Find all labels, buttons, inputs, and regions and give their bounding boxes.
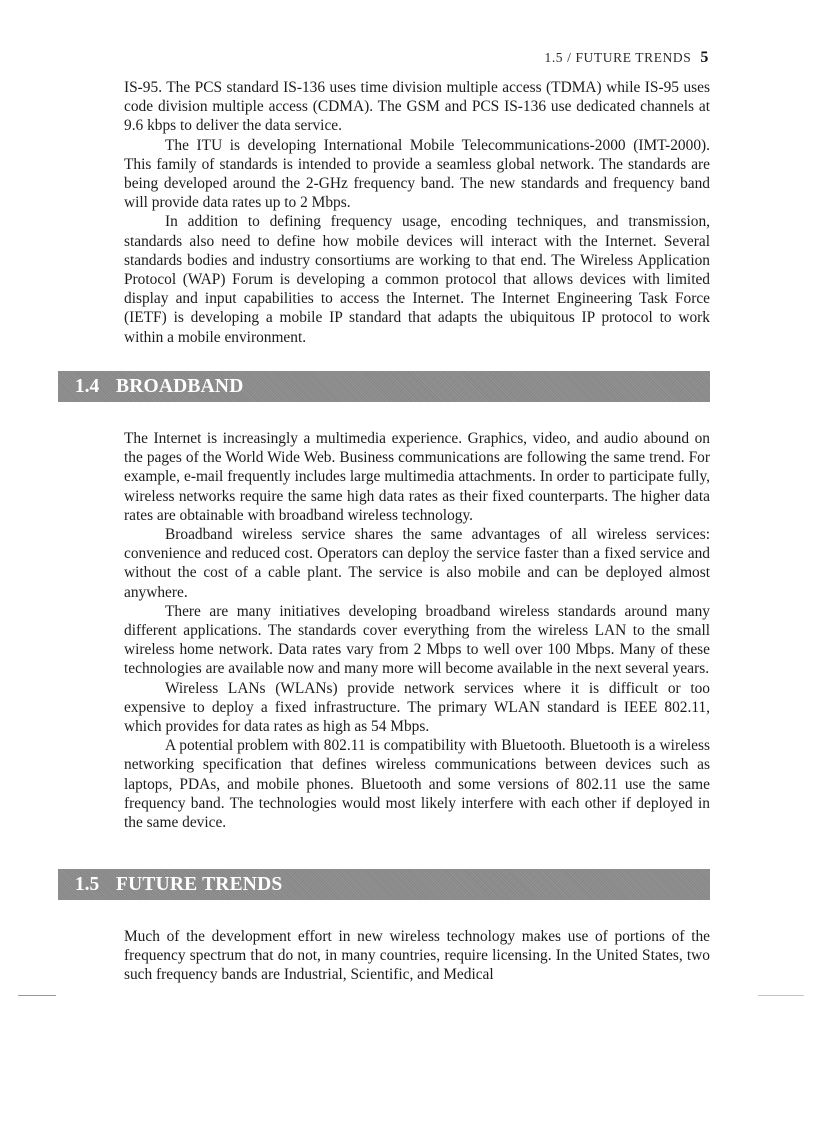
paragraph: Broadband wireless service shares the same advantages of all wireless services: convenience and reduced cost. Operators can deploy the service faster than a fixed service and without the cost of a cable plant. The service is also mobile and can be deployed almost anywhere. xyxy=(124,526,710,601)
page-number: 5 xyxy=(700,49,709,66)
section-heading-future-trends xyxy=(58,869,710,900)
section-heading-broadband xyxy=(58,371,710,402)
paragraph: In addition to defining frequency usage, encoding techniques, and transmission, standards also need to define how mobile devices will interact with the Internet. Several standards bodies and industry consortiums are working to that end. The Wireless Application Protocol (WAP) Forum is developing a common protocol that allows devices with limited display and input capabilities to access the Internet. The Internet Engineering Task Force (IETF) is developing a mobile IP standard that adapts the ubiquitous IP protocol to work within a mobile environment. xyxy=(124,213,710,346)
paragraph: A potential problem with 802.11 is compatibility with Bluetooth. Bluetooth is a wireless networking specification that defines wireless communications between devices such as laptops, PDAs, and mobile phones. Bluetooth and some versions of 802.11 use the same frequency band. The technologies would most likely interfere with each other if deployed in the same device. xyxy=(124,737,710,832)
scan-margin-mark xyxy=(18,995,56,996)
intro-text xyxy=(124,78,710,347)
section-title: BROADBAND xyxy=(116,376,244,397)
paragraph: Wireless LANs (WLANs) provide network services where it is difficult or too expensive to deploy a fixed infrastructure. The primary WLAN standard is IEEE 802.11, which provides for data rates as high as 54 Mbps. xyxy=(124,679,710,736)
section-title: FUTURE TRENDS xyxy=(116,874,283,895)
future-trends-text xyxy=(124,927,710,985)
paragraph: Much of the development effort in new wireless technology makes use of portions of the frequency spectrum that do not, in many countries, require licensing. In the United States, two such frequency bands are Industrial, Scientific, and Medical xyxy=(124,928,710,984)
paragraph: The Internet is increasingly a multimedia experience. Graphics, video, and audio abound on the pages of the World Wide Web. Business communications are following the same trend. For example, e-mail frequently includes large multimedia attachments. In order to participate fully, wireless networks require the same high data rates as their fixed counterparts. The higher data rates are obtainable with broadband wireless technology. xyxy=(124,430,710,524)
paragraph: IS-95. The PCS standard IS-136 uses time division multiple access (TDMA) while IS-95 uses code division multiple access (CDMA). The GSM and PCS IS-136 use dedicated channels at 9.6 kbps to deliver the data service. xyxy=(124,79,710,135)
scan-margin-mark xyxy=(758,995,804,996)
running-title: 1.5 / FUTURE TRENDS xyxy=(544,50,692,65)
paragraph: There are many initiatives developing broadband wireless standards around many different applications. The standards cover everything from the wireless LAN to the small wireless home network. Data rates vary from 2 Mbps to well over 100 Mbps. Many of these technologies are available now and many more will become available in the next several years. xyxy=(124,602,710,678)
section-number: 1.4 xyxy=(74,376,100,397)
paragraph: The ITU is developing International Mobile Telecommunications-2000 (IMT-2000). This family of standards is intended to provide a seamless global network. The standards are being developed around the 2-GHz frequency band. The new standards and frequency band will provide data rates up to 2 Mbps. xyxy=(124,136,710,212)
running-head xyxy=(544,49,709,67)
broadband-text xyxy=(124,429,710,832)
section-number: 1.5 xyxy=(74,874,100,895)
